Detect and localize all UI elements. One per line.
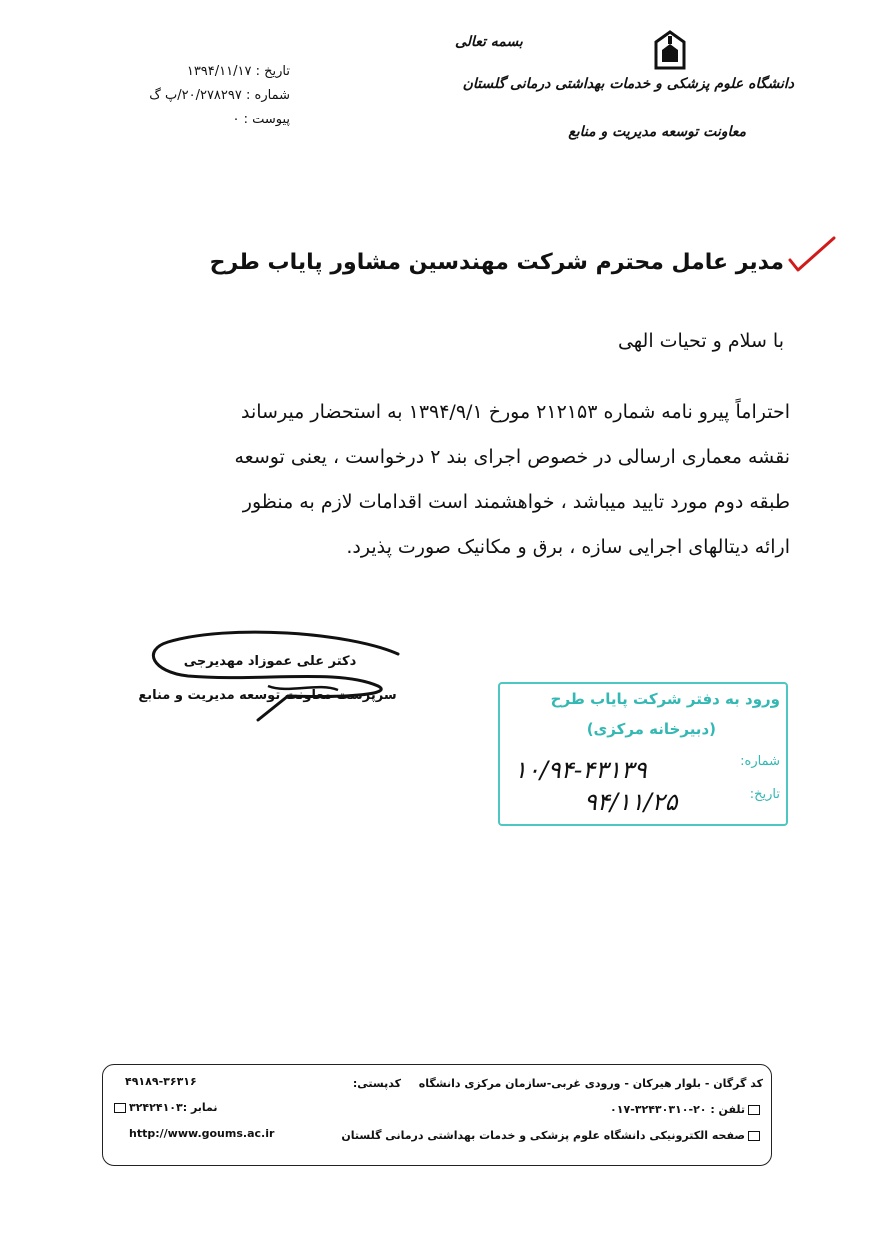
university-name: دانشگاه علوم پزشکی و خدمات بهداشتی درمانی گلستان (462, 76, 794, 92)
greeting-line: با سلام و تحیات الهی (617, 330, 784, 352)
mail-icon (748, 1131, 760, 1141)
department-name: معاونت توسعه مدیریت و منابع (568, 124, 746, 140)
footer-website-row (341, 1129, 763, 1142)
date-label: تاریخ : (255, 64, 290, 79)
stamp-number-value: ۱۰/۹۴-۴۳۱۳۹ (514, 756, 647, 784)
footer-website-label: صفحه الکترونیکی دانشگاه علوم پزشکی و خدمات بهداشتی درمانی گلستان (341, 1129, 745, 1142)
number-value: ۲۰/۲۷۸۲۹۷/پ گ (149, 88, 242, 103)
body-line-2: نقشه معماری ارسالی در خصوص اجرای بند ۲ درخواست ، یعنی توسعه (234, 446, 790, 468)
phone-icon (748, 1105, 760, 1115)
stamp-subtitle: (دبیرخانه مرکزی) (586, 720, 716, 738)
letter-meta (90, 60, 290, 132)
signatory-title: سرپرست معاونت توسعه مدیریت و منابع (138, 688, 397, 703)
basmala-heading: بسمه تعالی (455, 34, 523, 50)
attachment-row (90, 108, 290, 132)
footer-website-link[interactable]: http://www.goums.ac.ir (129, 1127, 275, 1140)
letter-body (80, 390, 790, 570)
attachment-value: ۰ (232, 112, 240, 127)
stamp-date-value: ۹۴/۱۱/۲۵ (584, 788, 678, 816)
footer-phone: تلفن : ۲۰-۳۲۴۳۰۳۱۰-۰۱۷ (610, 1103, 745, 1116)
footer-phone-row (610, 1103, 763, 1116)
body-line-4: ارائه دیتالهای اجرایی سازه ، برق و مکانیک صورت پذیرد. (346, 536, 790, 558)
date-row (90, 60, 290, 84)
number-row (90, 84, 290, 108)
recipient-line: مدیر عامل محترم شرکت مهندسین مشاور پایاب طرح (209, 250, 784, 275)
footer-postal-label: کدپستی: (352, 1077, 401, 1090)
footer-address: کد گرگان - بلوار هیرکان - ورودی غربی-سازمان مرکزی دانشگاه (418, 1077, 763, 1090)
signatory-name: دکتر علی عموزاد مهدیرجی (183, 654, 357, 669)
footer-postal-code: ۴۹۱۸۹-۳۶۳۱۶ (125, 1075, 197, 1088)
red-check-mark-icon (788, 234, 836, 278)
body-line-3: طبقه دوم مورد تایید میباشد ، خواهشمند است اقدامات لازم به منظور (242, 491, 790, 513)
fax-icon (114, 1103, 126, 1113)
attachment-label: پیوست : (243, 112, 290, 127)
footer-fax: نمابر :۳۲۴۲۴۱۰۳ (129, 1101, 218, 1114)
footer-fax-row (111, 1101, 218, 1114)
stamp-title: ورود به دفتر شرکت پایاب طرح (550, 690, 780, 708)
stamp-number-label: شماره: (740, 754, 780, 769)
number-label: شماره : (246, 88, 290, 103)
university-logo-icon (652, 30, 688, 70)
receipt-stamp (498, 682, 788, 826)
body-line-1: احتراماً پیرو نامه شماره ۲۱۲۱۵۳ مورخ ۱۳۹۴/۹/۱ به استحضار میرساند (241, 401, 790, 423)
footer-box (102, 1064, 772, 1166)
stamp-date-label: تاریخ: (749, 787, 780, 802)
handwritten-signature-icon (148, 624, 406, 724)
date-value: ۱۳۹۴/۱۱/۱۷ (186, 64, 252, 79)
